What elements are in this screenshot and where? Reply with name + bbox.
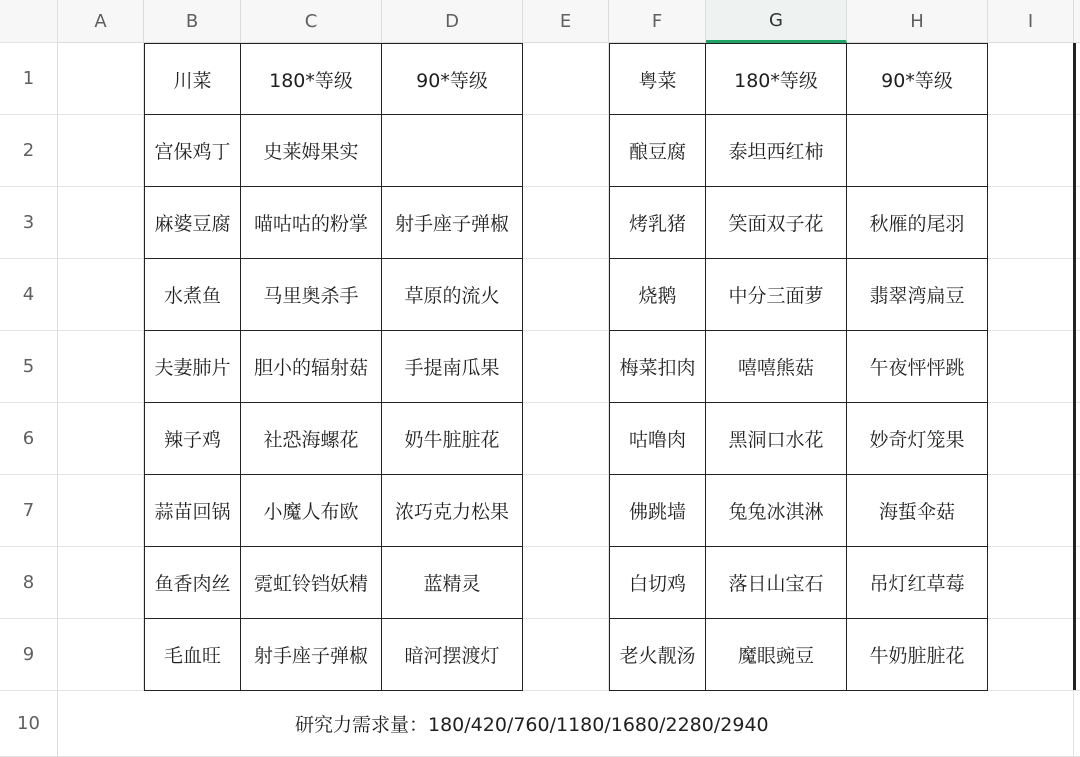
cell-i4[interactable] [988,259,1074,331]
cell-e3[interactable] [523,187,609,259]
cell-g7[interactable]: 兔兔冰淇淋 [706,475,847,547]
cell-c1[interactable]: 180*等级 [241,43,382,115]
cell-c7[interactable]: 小魔人布欧 [241,475,382,547]
cell-g2[interactable]: 泰坦西红柿 [706,115,847,187]
column-header-c[interactable]: C [241,0,382,43]
cell-f1[interactable]: 粤菜 [609,43,706,115]
cell-h5[interactable]: 午夜怦怦跳 [847,331,988,403]
cell-e5[interactable] [523,331,609,403]
cell-i3[interactable] [988,187,1074,259]
column-header-d[interactable]: D [382,0,523,43]
cell-f2[interactable]: 酿豆腐 [609,115,706,187]
cell-g5[interactable]: 嘻嘻熊菇 [706,331,847,403]
cell-i2[interactable] [988,115,1074,187]
cell-a2[interactable] [58,115,144,187]
cell-d5[interactable]: 手提南瓜果 [382,331,523,403]
column-header-f[interactable]: F [609,0,706,43]
cell-g1[interactable]: 180*等级 [706,43,847,115]
cell-c2[interactable]: 史莱姆果实 [241,115,382,187]
cell-b7[interactable]: 蒜苗回锅 [144,475,241,547]
cell-b1[interactable]: 川菜 [144,43,241,115]
cell-c5[interactable]: 胆小的辐射菇 [241,331,382,403]
cell-e8[interactable] [523,547,609,619]
column-header-h[interactable]: H [847,0,988,43]
cell-c8[interactable]: 霓虹铃铛妖精 [241,547,382,619]
cell-i6[interactable] [988,403,1074,475]
row-header-2[interactable]: 2 [0,115,58,187]
cell-h2[interactable] [847,115,988,187]
cell-d8[interactable]: 蓝精灵 [382,547,523,619]
cell-b2[interactable]: 宫保鸡丁 [144,115,241,187]
row-header-10[interactable]: 10 [0,691,58,757]
cell-e1[interactable] [523,43,609,115]
row-header-1[interactable]: 1 [0,43,58,115]
cell-a6[interactable] [58,403,144,475]
cell-h6[interactable]: 妙奇灯笼果 [847,403,988,475]
column-header-a[interactable]: A [58,0,144,43]
cell-a9[interactable] [58,619,144,691]
cell-i8[interactable] [988,547,1074,619]
cell-g6[interactable]: 黑洞口水花 [706,403,847,475]
cell-f5[interactable]: 梅菜扣肉 [609,331,706,403]
row-header-5[interactable]: 5 [0,331,58,403]
cell-b4[interactable]: 水煮鱼 [144,259,241,331]
cell-e9[interactable] [523,619,609,691]
cell-h4[interactable]: 翡翠湾扁豆 [847,259,988,331]
row-header-6[interactable]: 6 [0,403,58,475]
cell-e4[interactable] [523,259,609,331]
row-header-9[interactable]: 9 [0,619,58,691]
column-header-g[interactable]: G [706,0,847,43]
cell-g9[interactable]: 魔眼豌豆 [706,619,847,691]
column-header-e[interactable]: E [523,0,609,43]
cell-a8[interactable] [58,547,144,619]
cell-i7[interactable] [988,475,1074,547]
cell-f7[interactable]: 佛跳墙 [609,475,706,547]
cell-d1[interactable]: 90*等级 [382,43,523,115]
cell-d9[interactable]: 暗河摆渡灯 [382,619,523,691]
cell-b8[interactable]: 鱼香肉丝 [144,547,241,619]
cell-h7[interactable]: 海蜇伞菇 [847,475,988,547]
cell-i5[interactable] [988,331,1074,403]
cell-b9[interactable]: 毛血旺 [144,619,241,691]
cell-b6[interactable]: 辣子鸡 [144,403,241,475]
cell-d7[interactable]: 浓巧克力松果 [382,475,523,547]
cell-h1[interactable]: 90*等级 [847,43,988,115]
cell-c6[interactable]: 社恐海螺花 [241,403,382,475]
cell-c9[interactable]: 射手座子弹椒 [241,619,382,691]
cell-c3[interactable]: 喵咕咕的粉掌 [241,187,382,259]
research-requirement-note[interactable]: 研究力需求量：180/420/760/1180/1680/2280/2940 [58,691,1074,757]
select-all-corner[interactable] [0,0,58,43]
row-header-3[interactable]: 3 [0,187,58,259]
cell-i9[interactable] [988,619,1074,691]
row-header-4[interactable]: 4 [0,259,58,331]
cell-c4[interactable]: 马里奥杀手 [241,259,382,331]
row-header-7[interactable]: 7 [0,475,58,547]
cell-b3[interactable]: 麻婆豆腐 [144,187,241,259]
cell-e6[interactable] [523,403,609,475]
cell-h3[interactable]: 秋雁的尾羽 [847,187,988,259]
cell-h8[interactable]: 吊灯红草莓 [847,547,988,619]
cell-partial-10 [1074,691,1080,757]
cell-a1[interactable] [58,43,144,115]
cell-f8[interactable]: 白切鸡 [609,547,706,619]
cell-a3[interactable] [58,187,144,259]
cell-d6[interactable]: 奶牛脏脏花 [382,403,523,475]
column-header-b[interactable]: B [144,0,241,43]
cell-i1[interactable] [988,43,1074,115]
cell-f6[interactable]: 咕噜肉 [609,403,706,475]
cell-a4[interactable] [58,259,144,331]
partial-column-border [1073,43,1076,690]
cell-d3[interactable]: 射手座子弹椒 [382,187,523,259]
cell-f9[interactable]: 老火靓汤 [609,619,706,691]
cell-g8[interactable]: 落日山宝石 [706,547,847,619]
column-header-partial [1074,0,1080,43]
row-header-8[interactable]: 8 [0,547,58,619]
cell-e7[interactable] [523,475,609,547]
cell-f4[interactable]: 烧鹅 [609,259,706,331]
column-header-i[interactable]: I [988,0,1074,43]
cell-a7[interactable] [58,475,144,547]
cell-a5[interactable] [58,331,144,403]
cell-d2[interactable] [382,115,523,187]
cell-g4[interactable]: 中分三面萝 [706,259,847,331]
cell-g3[interactable]: 笑面双子花 [706,187,847,259]
cell-f3[interactable]: 烤乳猪 [609,187,706,259]
cell-d4[interactable]: 草原的流火 [382,259,523,331]
cell-h9[interactable]: 牛奶脏脏花 [847,619,988,691]
cell-e2[interactable] [523,115,609,187]
cell-b5[interactable]: 夫妻肺片 [144,331,241,403]
